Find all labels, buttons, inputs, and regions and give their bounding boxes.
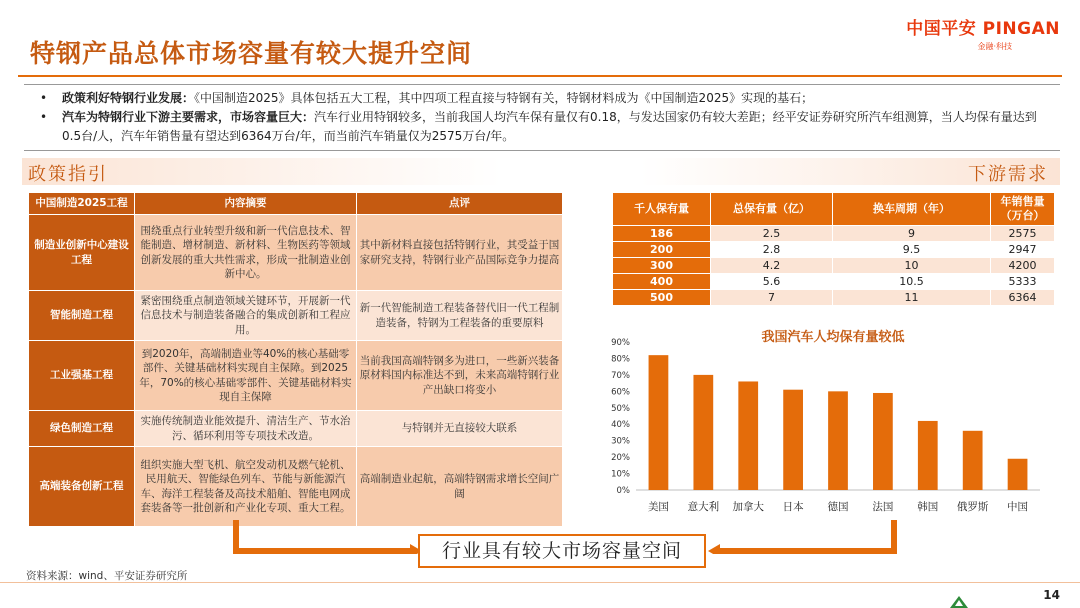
project-comment: 当前我国高端特钢多为进口，一些新兴装备原材料国内标准达不到，未来高端特钢行业产出缺口将变小 [357,341,563,411]
table-cell: 5333 [991,274,1055,290]
bullet-heading: 汽车为特钢行业下游主要需求，市场容量巨大： [62,110,315,124]
table-cell: 300 [613,258,711,274]
column-header: 中国制造2025工程 [29,193,135,215]
table-row [613,226,1055,242]
y-tick-label: 30% [611,436,630,447]
column-header: 总保有量（亿） [711,193,833,226]
table-cell: 500 [613,290,711,306]
table-cell: 186 [613,226,711,242]
table-cell: 9.5 [833,242,991,258]
project-summary: 实施传统制造业能效提升、清洁生产、节水治污、循环利用等专项技术改造。 [135,411,357,447]
bar [828,391,848,490]
logo-text: 中国平安 PINGAN [906,19,1060,39]
y-tick-label: 50% [611,403,630,414]
demand-table [612,192,1055,306]
car-ownership-bar-chart [600,336,1050,520]
bar [649,355,669,490]
table-cell: 10.5 [833,274,991,290]
table-cell: 2.8 [711,242,833,258]
bar [783,390,803,490]
table-row [613,258,1055,274]
page-number: 14 [1043,588,1060,602]
table-cell: 5.6 [711,274,833,290]
table-cell: 6364 [991,290,1055,306]
section-demand-heading: 下游需求 [640,158,1060,185]
column-header: 年销售量（万台） [991,193,1055,226]
x-tick-label: 中国 [1007,501,1029,513]
project-name: 智能制造工程 [29,291,135,341]
table-row [613,274,1055,290]
x-tick-label: 加拿大 [732,501,764,513]
y-tick-label: 70% [611,370,630,381]
table-row [29,291,563,341]
project-summary: 组织实施大型飞机、航空发动机及燃气轮机、民用航天、智能绿色列车、节能与新能源汽车、海洋工程装备及高技术船舶、智能电网成套装备等一批创新和产业化专项、重大工程。 [135,447,357,527]
table-cell: 7 [711,290,833,306]
project-name: 工业强基工程 [29,341,135,411]
bar [963,431,983,490]
table-row [29,341,563,411]
footer-divider [0,582,1080,583]
bar [1008,459,1028,490]
y-tick-label: 40% [611,420,630,431]
y-tick-label: 80% [611,354,630,365]
policy-table [28,192,563,527]
x-tick-label: 德国 [827,501,849,513]
table-cell: 2947 [991,242,1055,258]
table-cell: 4.2 [711,258,833,274]
y-tick-label: 20% [611,453,630,464]
x-tick-label: 意大利 [687,501,720,513]
logo-tagline: 金融·科技 [977,42,1012,51]
table-header-row [613,193,1055,226]
table-cell: 9 [833,226,991,242]
table-cell: 2.5 [711,226,833,242]
column-header: 千人保有量 [613,193,711,226]
x-tick-label: 法国 [872,501,894,513]
table-row [29,215,563,291]
table-cell: 11 [833,290,991,306]
project-comment: 其中新材料直接包括特钢行业，其受益于国家研究支持，特钢行业产品国际竞争力提高 [357,215,563,291]
project-name: 绿色制造工程 [29,411,135,447]
table-row [613,290,1055,306]
conclusion-banner: 行业具有较大市场容量空间 [418,534,706,568]
section-policy-heading: 政策指引 [22,158,502,185]
x-tick-label: 韩国 [917,501,939,513]
table-cell: 10 [833,258,991,274]
x-tick-label: 日本 [782,501,804,513]
project-summary: 紧密围绕重点制造领域关键环节，开展新一代信息技术与制造装备融合的集成创新和工程应用。 [135,291,357,341]
page-title: 特钢产品总体市场容量有较大提升空间 [30,39,473,68]
project-summary: 围绕重点行业转型升级和新一代信息技术、智能制造、增材制造、新材料、生物医药等领域创新发展的重大共性需求，形成一批制造业创新中心。 [135,215,357,291]
table-cell: 200 [613,242,711,258]
summary-bullets [24,84,1060,151]
bullet-demand [36,108,1052,146]
company-logo [906,14,1060,52]
table-cell: 2575 [991,226,1055,242]
bar [873,393,893,490]
column-header: 内容摘要 [135,193,357,215]
bar [738,381,758,490]
bullet-policy [36,89,1052,108]
project-name: 高端装备创新工程 [29,447,135,527]
project-comment: 新一代智能制造工程装备替代旧一代工程制造装备，特钢为工程装备的重要原料 [357,291,563,341]
bar [693,375,713,490]
project-name: 制造业创新中心建设工程 [29,215,135,291]
bullet-text: 《中国制造2025》具体包括五大工程，其中四项工程直接与特钢有关，特钢材料成为《中国制造2025》实现的基石； [194,91,814,105]
bullet-heading: 政策利好特钢行业发展： [62,91,195,105]
y-tick-label: 10% [611,469,630,480]
table-row [29,447,563,527]
x-tick-label: 俄罗斯 [956,501,989,513]
y-tick-label: 0% [616,486,630,496]
bar [918,421,938,490]
project-summary: 到2020年，高端制造业等40%的核心基础零部件、关键基础材料实现自主保障。到2025年，70%的核心基础零部件、关键基础材料实现自主保障 [135,341,357,411]
y-tick-label: 90% [611,338,630,348]
y-tick-label: 60% [611,387,630,398]
footer-triangle-icon [950,596,968,608]
project-comment: 高端制造业起航，高端特钢需求增长空间广阔 [357,447,563,527]
column-header: 点评 [357,193,563,215]
x-tick-label: 美国 [647,501,669,513]
table-row [613,242,1055,258]
source-note: 资料来源：wind、平安证券研究所 [26,570,188,582]
table-row [29,411,563,447]
chart-title: 我国汽车人均保有量较低 [761,330,905,345]
title-underline [18,75,1062,77]
table-cell: 4200 [991,258,1055,274]
bullet-text: 汽车行业用特钢较多，当前我国人均汽车保有量仅有0.18，与发达国家仍有较大差距；经平安证券研究所汽车组测算，当人均保有量达到0.5台/人，汽车年销售量有望达到6364万台/年，而当前汽车销量仅为2575万台/年。 [62,110,1037,143]
table-cell: 400 [613,274,711,290]
project-comment: 与特钢并无直接较大联系 [357,411,563,447]
column-header: 换车周期（年） [833,193,991,226]
table-header-row [29,193,563,215]
